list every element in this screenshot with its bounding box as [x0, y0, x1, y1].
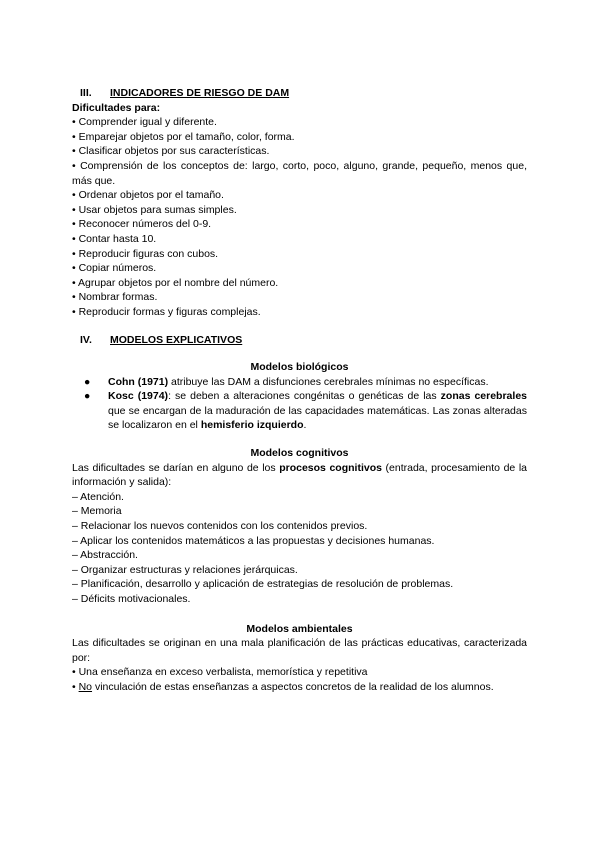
document-page — [72, 86, 527, 695]
list-item: • Usar objetos para sumas simples. — [72, 203, 237, 216]
environmental-intro: Las dificultades se originan en una mala planificación de las prácticas educativas, caracterizada por: — [72, 637, 527, 664]
emphasis: zonas cerebrales — [440, 390, 527, 403]
cognitive-models-list — [72, 490, 527, 607]
bullet-icon: • — [72, 680, 79, 693]
author-cohn: Cohn (1971) — [108, 375, 169, 388]
list-item: • Ordenar objetos por el tamaño. — [72, 189, 224, 202]
risk-indicator-list — [72, 115, 527, 319]
list-item: • Emparejar objetos por el tamaño, color, forma. — [72, 130, 295, 143]
list-item — [84, 389, 527, 433]
item-text: vinculación de estas enseñanzas a aspectos concretos de la realidad de los alumnos. — [92, 680, 494, 693]
list-item: – Relacionar los nuevos contenidos con los contenidos previos. — [72, 520, 368, 533]
list-item — [84, 375, 527, 390]
list-item — [72, 680, 527, 695]
list-item: • Reproducir formas y figuras complejas. — [72, 305, 261, 318]
section-4-number: IV. — [80, 333, 92, 346]
biological-models-title: Modelos biológicos — [250, 361, 349, 374]
list-item: • Comprensión de los conceptos de: largo, corto, poco, alguno, grande, pequeño, menos que, más que. — [72, 159, 527, 187]
section-4-heading — [72, 333, 527, 348]
list-item: – Memoria — [72, 505, 122, 518]
list-item: • Contar hasta 10. — [72, 232, 157, 245]
bullet-icon: ● — [84, 375, 91, 388]
list-item: • Copiar números. — [72, 262, 157, 275]
cognitive-models-title: Modelos cognitivos — [250, 447, 349, 460]
list-item: – Atención. — [72, 490, 124, 503]
environmental-models-title: Modelos ambientales — [246, 622, 353, 635]
list-item: • Comprender igual y diferente. — [72, 116, 217, 129]
list-item: – Déficits motivacionales. — [72, 593, 191, 605]
list-item: – Abstracción. — [72, 549, 138, 562]
section-4-title: MODELOS EXPLICATIVOS — [110, 333, 243, 346]
item-text: . — [303, 419, 307, 432]
emphasis: procesos cognitivos — [279, 461, 382, 474]
list-item: – Organizar estructuras y relaciones jerárquicas. — [72, 563, 298, 576]
section-3-title: INDICADORES DE RIESGO DE DAM — [110, 87, 290, 99]
emphasis: No — [78, 680, 93, 693]
item-text: : se deben a alteraciones congénitas o genéticas de las — [168, 390, 441, 403]
author-kosc: Kosc (1974) — [108, 390, 169, 403]
list-item: – Aplicar los contenidos matemáticos a las propuestas y decisiones humanas. — [72, 534, 435, 547]
list-item: • Clasificar objetos por sus características. — [72, 145, 270, 158]
section-3-number: III. — [80, 87, 92, 99]
intro-text: Las dificultades se darían en alguno de los — [72, 461, 280, 474]
list-item: • Una enseñanza en exceso verbalista, memorística y repetitiva — [72, 666, 368, 679]
list-item: • Nombrar formas. — [72, 291, 158, 304]
list-item: – Planificación, desarrollo y aplicación de estrategias de resolución de problemas. — [72, 578, 454, 591]
item-text: que se encargan de la maduración de las capacidades matemáticas. Las zonas alteradas se localizaron en el — [108, 404, 527, 432]
environmental-models-list — [72, 665, 527, 694]
intro-text: (entrada, procesamiento de la información y salida): — [72, 461, 527, 489]
bullet-icon: ● — [84, 390, 91, 403]
section-3-subtitle: Dificultades para: — [72, 101, 161, 114]
item-text: atribuye las DAM a disfunciones cerebrales mínimas no específicas. — [168, 375, 489, 388]
list-item: • Reconocer números del 0-9. — [72, 218, 212, 231]
list-item: • Reproducir figuras con cubos. — [72, 247, 219, 260]
cognitive-intro — [72, 461, 527, 490]
emphasis: hemisferio izquierdo — [200, 419, 304, 432]
biological-models-list — [72, 375, 527, 433]
list-item: • Agrupar objetos por el nombre del número. — [72, 276, 279, 289]
section-3-heading — [72, 86, 527, 101]
